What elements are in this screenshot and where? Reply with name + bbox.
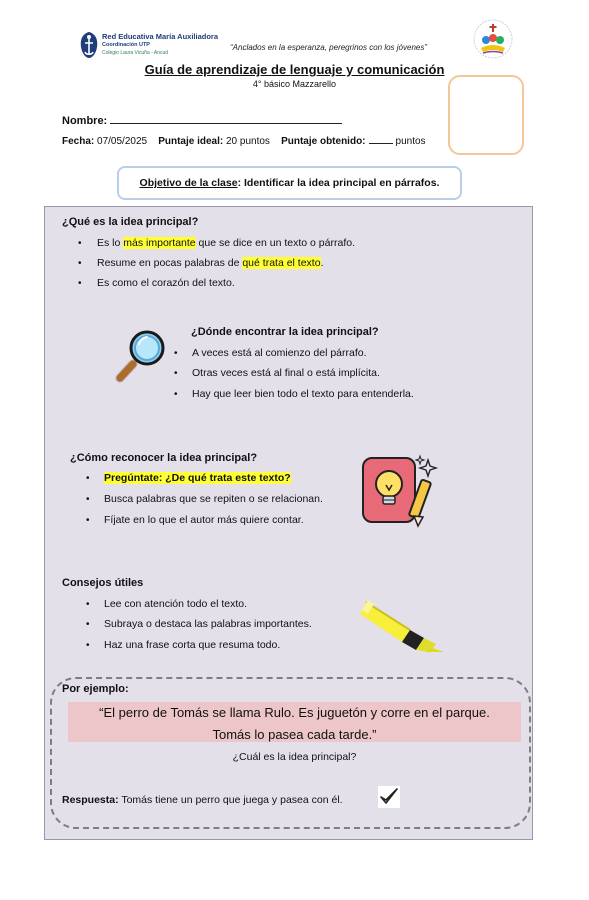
section4-item-1: Lee con atención todo el texto. — [104, 598, 248, 610]
bullet: • — [174, 389, 178, 400]
section2-item-2: Otras veces está al final o está implícita. — [192, 367, 380, 379]
answer-text: Tomás tiene un perro que juega y pasea con él. — [118, 794, 343, 806]
page-subtitle: 4° básico Mazzarello — [252, 79, 337, 89]
score-box[interactable] — [448, 75, 524, 155]
bullet: • — [86, 515, 90, 526]
parish-crest-icon — [470, 18, 516, 62]
page-title: Guía de aprendizaje de lenguaje y comunicación — [144, 62, 445, 77]
highlight: más importante — [123, 237, 196, 249]
section2-item-1: A veces está al comienzo del párrafo. — [192, 347, 367, 359]
highlight: qué trata el texto — [242, 257, 321, 269]
section3-item-3: Fíjate en lo que el autor más quiere contar. — [104, 514, 304, 526]
date-row — [62, 135, 426, 147]
bullet: • — [174, 348, 178, 359]
org-dept: Coordinación UTP — [102, 42, 150, 48]
section1-item-1: Es lo más importante que se dice en un texto o párrafo. — [97, 237, 355, 249]
section3-heading: ¿Cómo reconocer la idea principal? — [70, 452, 258, 464]
magnifying-glass-icon — [113, 328, 171, 384]
bullet: • — [78, 278, 82, 289]
section4-heading: Consejos útiles — [62, 577, 144, 589]
section1-item-3: Es como el corazón del texto. — [97, 277, 235, 289]
answer-label: Respuesta: — [62, 794, 119, 806]
example-heading: Por ejemplo: — [62, 683, 129, 695]
section2-item-3: Hay que leer bien todo el texto para entenderla. — [192, 388, 414, 400]
section4-item-3: Haz una frase corta que resuma todo. — [104, 639, 281, 651]
section3-item-1 — [104, 472, 291, 484]
date-label: Fecha: — [62, 136, 95, 147]
section4-item-2: Subraya o destaca las palabras importantes. — [104, 618, 312, 630]
name-row — [62, 113, 342, 127]
ideal-score-label: Puntaje ideal: — [158, 136, 224, 147]
highlight: Pregúntate: ¿De qué trata este texto? — [104, 472, 291, 484]
bullet: • — [86, 619, 90, 630]
name-field[interactable] — [110, 113, 342, 124]
name-label: Nombre: — [62, 115, 108, 127]
obtained-score-label: Puntaje obtenido: — [281, 136, 366, 147]
objective-box — [117, 166, 462, 200]
date-value: 07/05/2025 — [97, 136, 148, 147]
quote-line-2: Tomás lo pasea cada tarde.” — [212, 727, 377, 742]
quote-line-1: “El perro de Tomás se llama Rulo. Es juguetón y corre en el parque. — [99, 705, 490, 720]
ideal-score-value: 20 puntos — [226, 136, 270, 147]
school-logo — [78, 30, 218, 64]
obtained-score-field[interactable] — [369, 135, 393, 144]
bullet: • — [86, 473, 90, 484]
bullet: • — [86, 599, 90, 610]
bullet: • — [78, 258, 82, 269]
highlighter-marker-icon — [360, 590, 450, 652]
objective-label: Objetivo de la clase — [139, 177, 238, 189]
answer-row — [62, 794, 343, 806]
checkmark-icon — [378, 786, 400, 808]
section1-heading: ¿Qué es la idea principal? — [62, 216, 199, 228]
bullet: • — [86, 640, 90, 651]
org-name: Red Educativa María Auxiliadora — [102, 32, 219, 41]
section1-item-2: Resume en pocas palabras de qué trata el texto. — [97, 257, 324, 269]
section3-item-2: Busca palabras que se repiten o se relacionan. — [104, 493, 323, 505]
objective-text: : Identificar la idea principal en párrafos. — [237, 177, 440, 189]
school-logo-icon — [78, 30, 100, 60]
section2-heading: ¿Dónde encontrar la idea principal? — [191, 326, 379, 338]
bullet: • — [78, 238, 82, 249]
lightbulb-idea-icon — [360, 454, 440, 528]
obtained-score-unit: puntos — [395, 136, 426, 147]
motto: “Anclados en la esperanza, peregrinos con los jóvenes” — [230, 43, 428, 52]
org-school: Colegio Laura Vicuña - Ancud — [102, 50, 169, 56]
bullet: • — [86, 494, 90, 505]
bullet: • — [174, 368, 178, 379]
example-question: ¿Cuál es la idea principal? — [232, 751, 357, 763]
